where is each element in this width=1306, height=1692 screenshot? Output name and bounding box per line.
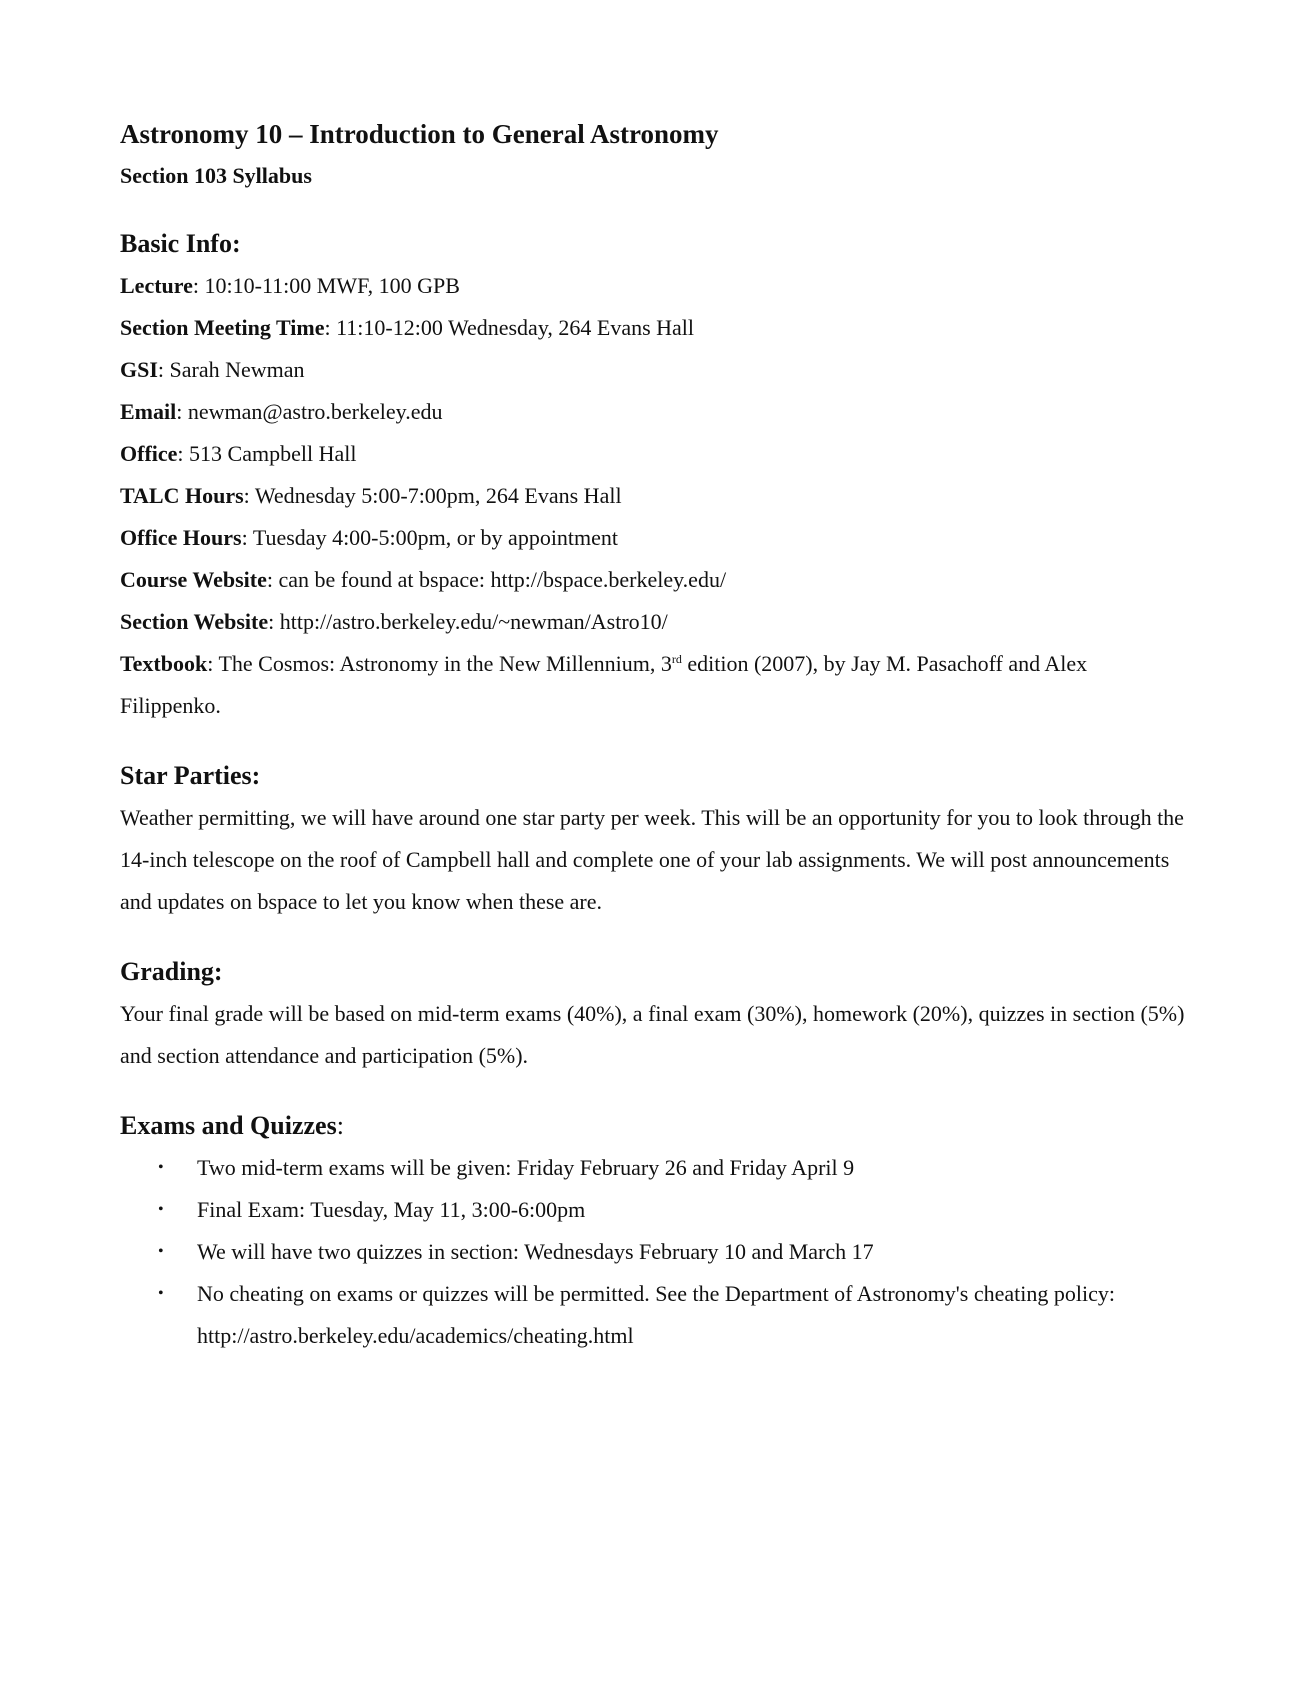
exams-heading-colon: : <box>336 1111 344 1140</box>
info-separator: : <box>268 609 280 634</box>
info-row-lecture <box>120 265 1186 307</box>
info-separator: : <box>192 273 205 298</box>
basic-info-section <box>120 227 1186 727</box>
exams-section <box>120 1109 1186 1357</box>
bullet-icon: • <box>158 1285 164 1302</box>
info-separator: : <box>324 315 337 340</box>
info-separator: : <box>207 651 219 676</box>
grading-section <box>120 955 1186 1077</box>
course-website-link[interactable]: can be found at bspace: http://bspace.berkeley.edu/ <box>278 567 727 592</box>
info-label: TALC Hours <box>120 483 244 508</box>
basic-info-list <box>120 265 1186 727</box>
info-label: GSI <box>120 357 158 382</box>
page-subtitle: Section 103 Syllabus <box>120 163 312 188</box>
email-link[interactable]: newman@astro.berkeley.edu <box>187 399 443 424</box>
list-item <box>120 1147 1186 1189</box>
info-label: Office Hours <box>120 525 242 550</box>
info-value: Wednesday 5:00-7:00pm, 264 Evans Hall <box>254 483 622 508</box>
info-row-talc-hours <box>120 475 1186 517</box>
star-parties-section <box>120 759 1186 923</box>
exams-heading-text: Exams and Quizzes <box>120 1111 337 1140</box>
info-separator: : <box>243 483 255 508</box>
info-row-email <box>120 391 1186 433</box>
page-title: Astronomy 10 – Introduction to General Astronomy <box>120 119 719 149</box>
textbook-title: The Cosmos: Astronomy in the New Millennium, 3 <box>218 651 672 676</box>
info-row-office-hours <box>120 517 1186 559</box>
list-item-text: Final Exam: Tuesday, May 11, 3:00-6:00pm <box>197 1197 586 1222</box>
info-row-gsi <box>120 349 1186 391</box>
bullet-icon: • <box>158 1159 164 1176</box>
list-item <box>120 1273 1186 1357</box>
exams-heading <box>120 1109 1186 1143</box>
section-website-link[interactable]: http://astro.berkeley.edu/~newman/Astro10/ <box>279 609 668 634</box>
info-separator: : <box>177 441 190 466</box>
exams-list <box>120 1147 1186 1357</box>
edition-superscript: rd <box>671 652 682 666</box>
info-value: 10:10-11:00 MWF, 100 GPB <box>204 273 460 298</box>
info-row-textbook <box>120 643 1186 727</box>
textbook-details: edition (2007), by Jay M. Pasachoff and Alex Filippenko. <box>120 651 1088 718</box>
list-item-text: We will have two quizzes in section: Wednesdays February 10 and March 17 <box>197 1239 874 1264</box>
star-parties-heading: Star Parties: <box>120 761 261 790</box>
info-separator: : <box>157 357 170 382</box>
info-separator: : <box>241 525 253 550</box>
info-value: 513 Campbell Hall <box>189 441 357 466</box>
info-label: Office <box>120 441 178 466</box>
info-row-office <box>120 433 1186 475</box>
list-item-text: Two mid-term exams will be given: Friday February 26 and Friday April 9 <box>197 1155 855 1180</box>
bullet-icon: • <box>158 1201 164 1218</box>
grading-text: Your final grade will be based on mid-term exams (40%), a final exam (30%), homework (20%), quizzes in section (5%) and section attendance and participation (5%). <box>120 1001 1185 1068</box>
list-item-text: No cheating on exams or quizzes will be permitted. See the Department of Astronomy's cheating policy: http://astro.berkeley.edu/academics/cheating.html <box>197 1281 1115 1348</box>
list-item <box>120 1231 1186 1273</box>
info-label: Section Website <box>120 609 269 634</box>
info-label: Email <box>120 399 177 424</box>
star-parties-text: Weather permitting, we will have around one star party per week. This will be an opportunity for you to look through the 14-inch telescope on the roof of Campbell hall and complete one of your lab assignments. We will post announcements and updates on bspace to let you know when these are. <box>120 805 1184 914</box>
info-value: Tuesday 4:00-5:00pm, or by appointment <box>252 525 619 550</box>
info-label: Course Website <box>120 567 267 592</box>
bullet-icon: • <box>158 1243 164 1260</box>
info-row-section-meeting-time <box>120 307 1186 349</box>
info-label: Lecture <box>120 273 193 298</box>
info-label: Section Meeting Time <box>120 315 325 340</box>
basic-info-heading: Basic Info: <box>120 229 241 258</box>
grading-heading: Grading: <box>120 957 223 986</box>
info-value: Sarah Newman <box>169 357 305 382</box>
info-row-course-website <box>120 559 1186 601</box>
info-row-section-website <box>120 601 1186 643</box>
info-label: Textbook <box>120 651 208 676</box>
info-separator: : <box>266 567 279 592</box>
info-value: 11:10-12:00 Wednesday, 264 Evans Hall <box>336 315 695 340</box>
list-item <box>120 1189 1186 1231</box>
info-separator: : <box>176 399 188 424</box>
